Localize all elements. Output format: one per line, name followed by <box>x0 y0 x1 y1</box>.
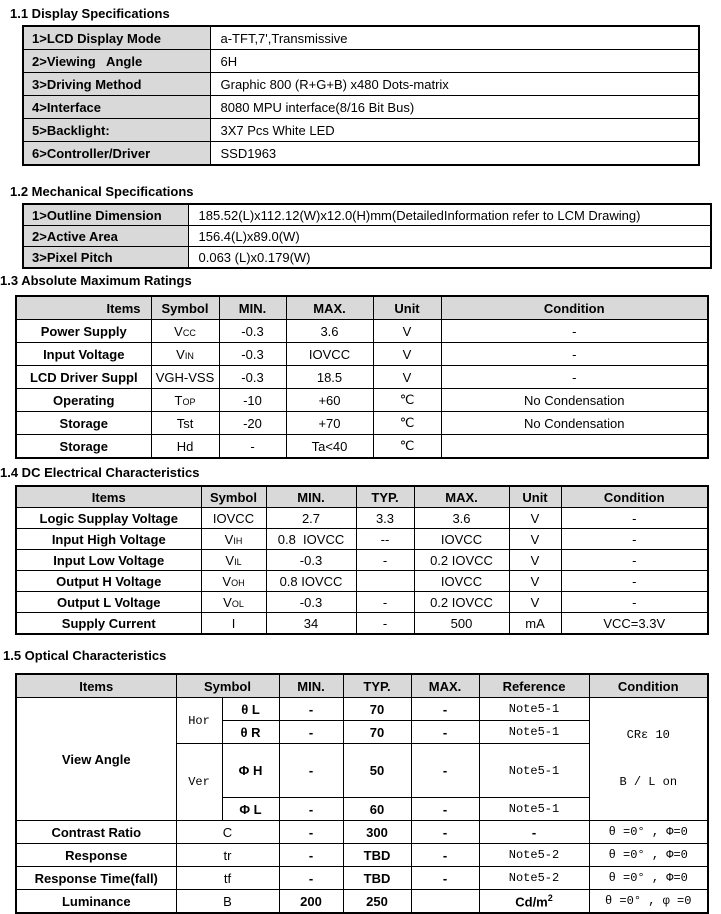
table-row <box>16 698 708 721</box>
cell-max: - <box>411 698 479 721</box>
cell-max: IOVCC <box>414 571 509 592</box>
table-row <box>23 73 699 96</box>
cell-max: IOVCC <box>414 529 509 550</box>
table-row <box>23 96 699 119</box>
cell-spec-label: 2>Active Area <box>23 226 188 247</box>
cell-spec-label: 5>Backlight: <box>23 119 210 142</box>
table-row <box>16 550 708 571</box>
cell-unit: V <box>509 529 561 550</box>
cell-condition: No Condensation <box>441 389 708 412</box>
cell-reference: Note5-1 <box>479 721 589 744</box>
cell-max: +70 <box>286 412 373 435</box>
table-row <box>16 389 708 412</box>
cell-spec-value: 0.063 (L)x0.179(W) <box>188 247 711 269</box>
table-row <box>16 867 708 890</box>
cell-symbol: VOH <box>201 571 266 592</box>
cell-condition: θ =0° , Φ=0 <box>589 844 708 867</box>
cell-unit: mA <box>509 613 561 635</box>
cell-condition: θ =0° , Φ=0 <box>589 821 708 844</box>
cell-max: - <box>411 844 479 867</box>
cell-spec-value: 8080 MPU interface(8/16 Bit Bus) <box>210 96 699 119</box>
cell-min: 2.7 <box>266 508 356 529</box>
column-header-condition: Condition <box>561 486 708 508</box>
cell-symbol: Hd <box>151 435 219 459</box>
optical-characteristics-table <box>15 673 709 914</box>
cell-typ: TBD <box>343 867 411 890</box>
table-row <box>23 247 711 269</box>
cell-max: +60 <box>286 389 373 412</box>
column-header-items: Items <box>16 486 201 508</box>
table-row <box>16 508 708 529</box>
cell-item: Storage <box>16 412 151 435</box>
cell-condition <box>441 435 708 459</box>
column-header-reference: Reference <box>479 674 589 698</box>
cell-reference: $Cd/m^2$ <box>479 890 589 914</box>
table-header-row <box>16 486 708 508</box>
section-title-display: 1.1 Display Specifications <box>10 6 170 21</box>
cell-reference: Note5-2 <box>479 844 589 867</box>
cell-spec-label: 3>Driving Method <box>23 73 210 96</box>
section-title-dc-electrical: 1.4 DC Electrical Characteristics <box>0 465 200 480</box>
cell-typ: 300 <box>343 821 411 844</box>
cell-symbol: Φ L <box>222 798 279 821</box>
dc-electrical-characteristics-table <box>15 485 709 635</box>
cell-min: - <box>279 721 343 744</box>
cell-spec-label: 4>Interface <box>23 96 210 119</box>
table-row <box>23 142 699 166</box>
cell-symbol: I <box>201 613 266 635</box>
column-header-min: MIN. <box>219 296 286 320</box>
cell-symbol: θ R <box>222 721 279 744</box>
cell-reference: Note5-1 <box>479 798 589 821</box>
cell-max: 0.2 IOVCC <box>414 592 509 613</box>
cell-unit: V <box>373 343 441 366</box>
mechanical-specifications-table <box>22 203 712 269</box>
cell-max: IOVCC <box>286 343 373 366</box>
cell-spec-label: 1>Outline Dimension <box>23 204 188 226</box>
cell-unit: ℃ <box>373 435 441 459</box>
cell-symbol: tf <box>176 867 279 890</box>
cell-typ: - <box>356 613 414 635</box>
cell-condition-merged <box>589 698 708 821</box>
cell-spec-value: 3X7 Pcs White LED <box>210 119 699 142</box>
cell-item: Logic Supplay Voltage <box>16 508 201 529</box>
cell-spec-label: 2>Viewing Angle <box>23 50 210 73</box>
cell-min: -0.3 <box>219 320 286 343</box>
cell-typ: TBD <box>343 844 411 867</box>
cell-item: Input Low Voltage <box>16 550 201 571</box>
cell-min: 34 <box>266 613 356 635</box>
table-row <box>16 320 708 343</box>
cell-item: LCD Driver Suppl <box>16 366 151 389</box>
condition-line: B / L on <box>619 775 678 789</box>
column-header-items: Items <box>16 674 176 698</box>
cell-max: Ta<40 <box>286 435 373 459</box>
cell-condition: - <box>441 366 708 389</box>
cell-max: - <box>411 744 479 798</box>
cell-symbol: C <box>176 821 279 844</box>
column-header-condition: Condition <box>441 296 708 320</box>
column-header-unit: Unit <box>509 486 561 508</box>
cell-max: - <box>411 721 479 744</box>
table-row <box>16 890 708 914</box>
cell-item: Output H Voltage <box>16 571 201 592</box>
cell-spec-value: SSD1963 <box>210 142 699 166</box>
column-header-min: MIN. <box>279 674 343 698</box>
cell-typ: -- <box>356 529 414 550</box>
cell-symbol: VIL <box>201 550 266 571</box>
column-header-max: MAX. <box>414 486 509 508</box>
table-row <box>23 119 699 142</box>
cell-spec-value: 185.52(L)x112.12(W)x12.0(H)mm(DetailedInformation refer to LCM Drawing) <box>188 204 711 226</box>
cell-min: -0.3 <box>219 343 286 366</box>
cell-spec-label: 6>Controller/Driver <box>23 142 210 166</box>
cell-unit: V <box>373 320 441 343</box>
cell-min: 0.8 IOVCC <box>266 529 356 550</box>
condition-line: CRε 10 <box>626 728 670 742</box>
absolute-max-ratings-table <box>15 295 709 459</box>
cell-item: Power Supply <box>16 320 151 343</box>
table-row <box>16 571 708 592</box>
cell-condition: θ =0° , φ =0 <box>589 890 708 914</box>
cell-typ: - <box>356 550 414 571</box>
cell-min: 0.8 IOVCC <box>266 571 356 592</box>
cell-min: -0.3 <box>219 366 286 389</box>
column-header-typ: TYP. <box>343 674 411 698</box>
cell-max: 3.6 <box>286 320 373 343</box>
cell-condition: - <box>561 508 708 529</box>
table-header-row <box>16 674 708 698</box>
cell-min: - <box>279 867 343 890</box>
cell-condition: - <box>441 343 708 366</box>
cell-spec-value: 156.4(L)x89.0(W) <box>188 226 711 247</box>
cell-spec-value: 6H <box>210 50 699 73</box>
cell-typ <box>356 571 414 592</box>
cell-spec-label: 3>Pixel Pitch <box>23 247 188 269</box>
cell-symbol: VCC <box>151 320 219 343</box>
table-row <box>23 50 699 73</box>
column-header-symbol: Symbol <box>151 296 219 320</box>
cell-condition: θ =0° , Φ=0 <box>589 867 708 890</box>
cell-view-angle-item: View Angle <box>16 698 176 821</box>
cell-item: Storage <box>16 435 151 459</box>
cell-min: -20 <box>219 412 286 435</box>
column-header-typ: TYP. <box>356 486 414 508</box>
section-title-absolute-max: 1.3 Absolute Maximum Ratings <box>0 273 192 288</box>
table-row <box>23 26 699 50</box>
cell-symbol: IOVCC <box>201 508 266 529</box>
table-header-row <box>16 296 708 320</box>
cell-symbol: VGH-VSS <box>151 366 219 389</box>
table-row <box>16 613 708 635</box>
cell-unit: V <box>509 571 561 592</box>
cell-min: 200 <box>279 890 343 914</box>
cell-item: Operating <box>16 389 151 412</box>
cell-min: -10 <box>219 389 286 412</box>
cell-typ: 70 <box>343 721 411 744</box>
cell-symbol: Φ H <box>222 744 279 798</box>
cell-item: Output L Voltage <box>16 592 201 613</box>
cell-unit: ℃ <box>373 389 441 412</box>
cell-min: -0.3 <box>266 592 356 613</box>
column-header-symbol: Symbol <box>201 486 266 508</box>
cell-condition: No Condensation <box>441 412 708 435</box>
cell-reference: Note5-1 <box>479 744 589 798</box>
cell-item: Response <box>16 844 176 867</box>
cell-item: Input Voltage <box>16 343 151 366</box>
section-title-mechanical: 1.2 Mechanical Specifications <box>10 184 194 199</box>
cell-symbol: Tst <box>151 412 219 435</box>
cell-max: - <box>411 867 479 890</box>
cell-symbol: B <box>176 890 279 914</box>
cell-min: - <box>279 798 343 821</box>
cell-item: Luminance <box>16 890 176 914</box>
display-specifications-table <box>22 25 700 166</box>
cell-condition: VCC=3.3V <box>561 613 708 635</box>
cell-reference: Note5-2 <box>479 867 589 890</box>
column-header-symbol: Symbol <box>176 674 279 698</box>
cell-unit: ℃ <box>373 412 441 435</box>
cell-symbol: VOL <box>201 592 266 613</box>
cell-spec-value: a-TFT,7',Transmissive <box>210 26 699 50</box>
cell-unit: V <box>509 508 561 529</box>
cell-angle-group: Ver <box>176 744 222 821</box>
cell-spec-value: Graphic 800 (R+G+B) x480 Dots-matrix <box>210 73 699 96</box>
section-title-optical: 1.5 Optical Characteristics <box>3 648 167 663</box>
cell-typ: 70 <box>343 698 411 721</box>
cell-unit: V <box>509 550 561 571</box>
cell-max: 0.2 IOVCC <box>414 550 509 571</box>
cell-min: -0.3 <box>266 550 356 571</box>
cell-condition: - <box>561 571 708 592</box>
cell-typ: 60 <box>343 798 411 821</box>
cell-item: Response Time(fall) <box>16 867 176 890</box>
cell-min: - <box>279 821 343 844</box>
table-row <box>16 529 708 550</box>
cell-item: Input High Voltage <box>16 529 201 550</box>
cell-symbol: TOP <box>151 389 219 412</box>
cell-reference: Note5-1 <box>479 698 589 721</box>
table-row <box>16 343 708 366</box>
cell-item: Supply Current <box>16 613 201 635</box>
cell-condition: - <box>561 592 708 613</box>
cell-condition: - <box>441 320 708 343</box>
cell-max: 3.6 <box>414 508 509 529</box>
cell-max: 500 <box>414 613 509 635</box>
cell-condition: - <box>561 529 708 550</box>
cell-angle-group: Hor <box>176 698 222 744</box>
table-row <box>16 844 708 867</box>
cell-min: - <box>279 744 343 798</box>
table-row <box>23 226 711 247</box>
cell-unit: V <box>509 592 561 613</box>
cell-item: Contrast Ratio <box>16 821 176 844</box>
cell-typ: 250 <box>343 890 411 914</box>
column-header-max: MAX. <box>411 674 479 698</box>
column-header-condition: Condition <box>589 674 708 698</box>
cell-typ: 3.3 <box>356 508 414 529</box>
table-row <box>16 412 708 435</box>
table-row <box>16 821 708 844</box>
cell-condition: - <box>561 550 708 571</box>
cell-unit: V <box>373 366 441 389</box>
cell-symbol: VIH <box>201 529 266 550</box>
table-row <box>23 204 711 226</box>
column-header-min: MIN. <box>266 486 356 508</box>
cell-typ: 50 <box>343 744 411 798</box>
column-header-max: MAX. <box>286 296 373 320</box>
table-row <box>16 366 708 389</box>
cell-spec-label: 1>LCD Display Mode <box>23 26 210 50</box>
column-header-items: Items <box>16 296 151 320</box>
cell-min: - <box>279 698 343 721</box>
cell-max: - <box>411 798 479 821</box>
cell-typ: - <box>356 592 414 613</box>
cell-max: 18.5 <box>286 366 373 389</box>
cell-max: - <box>411 821 479 844</box>
cell-symbol: VIN <box>151 343 219 366</box>
column-header-unit: Unit <box>373 296 441 320</box>
cell-min: - <box>279 844 343 867</box>
table-row <box>16 435 708 459</box>
table-row <box>16 592 708 613</box>
cell-symbol: θ L <box>222 698 279 721</box>
cell-max <box>411 890 479 914</box>
cell-reference: - <box>479 821 589 844</box>
cell-symbol: tr <box>176 844 279 867</box>
cell-min: - <box>219 435 286 459</box>
